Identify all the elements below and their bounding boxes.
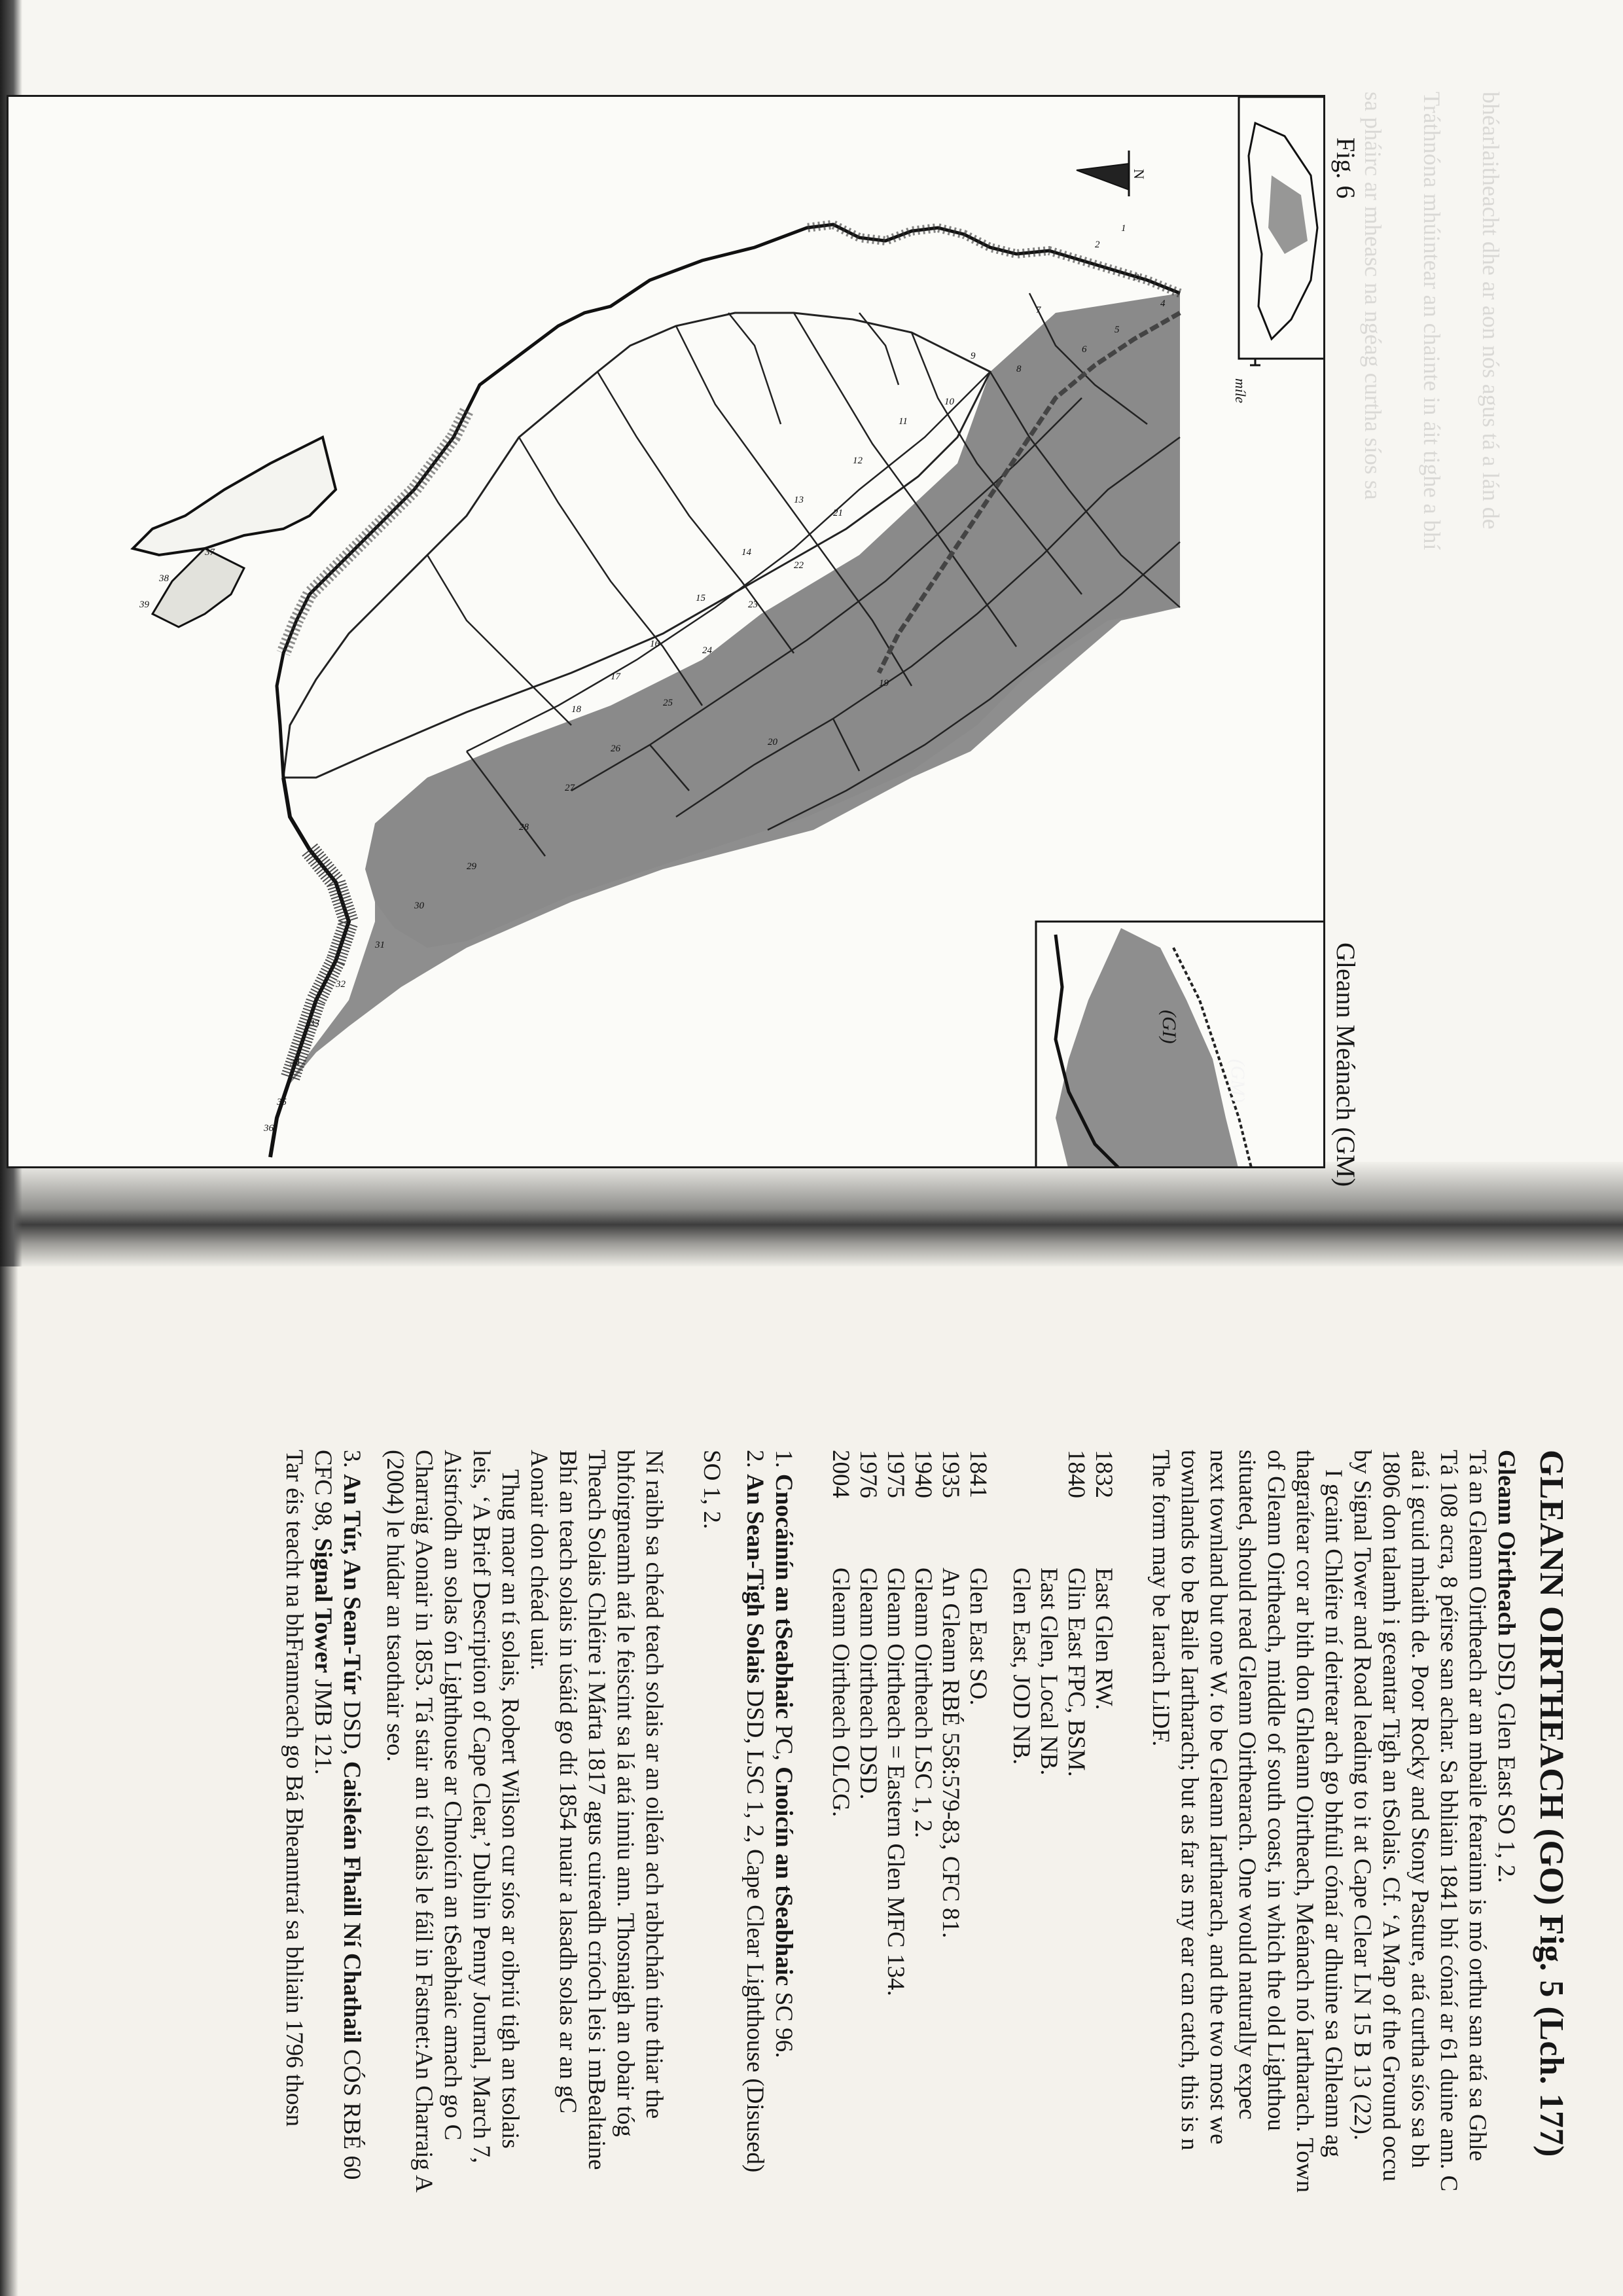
parcel-number: 19 xyxy=(879,678,889,689)
form-row xyxy=(964,1450,991,2294)
parcel-number: 29 xyxy=(467,861,476,872)
figure-label-wrap xyxy=(1330,137,1361,198)
parcel-number: 18 xyxy=(571,704,581,715)
form-row xyxy=(854,1450,882,2294)
parcel-number: 3 xyxy=(1134,272,1139,283)
item-number: 2. xyxy=(741,1450,768,1474)
item-name: Cnocáinín an tSeabhaic xyxy=(770,1474,797,1719)
text-line: Aonair don chéad uair. xyxy=(526,1450,552,1670)
parcel-number: 15 xyxy=(696,593,705,603)
parcel-number: 1 xyxy=(1121,223,1126,234)
north-arrow xyxy=(1077,151,1129,196)
inset-label-gm: (GM) xyxy=(1227,1059,1249,1103)
parcel-number: 7 xyxy=(1036,305,1041,315)
form-year: 1975 xyxy=(882,1450,909,1498)
figure-caption: Gleann Meánach (GM) xyxy=(1331,942,1361,1187)
north-label: N xyxy=(1131,169,1147,179)
text-line: next townland but one W. to be Gleann Iartharach, and the two most we xyxy=(1205,1450,1232,2145)
parcel-number: 6 xyxy=(1082,344,1087,355)
form-text: Glen East SO. xyxy=(965,1568,991,1706)
text-line: bhfoirgneamh atá le feiscint sa lá atá inniu ann. Thosnaigh an obair tóg xyxy=(612,1450,639,2137)
inset-label-gi: (GI) xyxy=(1158,1010,1180,1044)
item-2-continuation: SO 1, 2. xyxy=(698,1450,725,1530)
page-edge-shadow xyxy=(0,1266,18,2296)
map-figure xyxy=(7,95,1325,1168)
form-text: Gleann Oirtheach = Eastern Glen MFC 134. xyxy=(882,1568,909,1996)
item-2 xyxy=(740,1450,769,2294)
form-year: 1832 xyxy=(1090,1450,1117,1498)
parcel-number: 30 xyxy=(414,901,424,911)
parcel-number: 5 xyxy=(1115,325,1120,335)
figure-label: Fig. 6 xyxy=(1331,137,1361,199)
form-row xyxy=(1035,1450,1062,2294)
headland xyxy=(133,437,336,555)
headland xyxy=(152,548,244,627)
item-name: Signal Tower xyxy=(310,1537,336,1674)
text-line: atá i gcuid mhaith de. Poor Rocky and Stony Pasture, atá curtha síos sa bh xyxy=(1406,1450,1433,2168)
form-text: Gleann Oirtheach LSC 1, 2. xyxy=(910,1568,936,1839)
paragraph-4 xyxy=(380,1450,524,2294)
form-year: 1840 xyxy=(1063,1450,1090,1498)
parcel-number: 38 xyxy=(159,573,169,584)
text-line: Thug maor an tí solais, Robert Wilson cur síos ar oibriú tigh an tsolais xyxy=(497,1469,524,2149)
parcel-number: 24 xyxy=(702,645,712,656)
form-row xyxy=(1062,1450,1090,2294)
item-3 xyxy=(337,1450,366,2294)
item-name: Caisleán Fhaill Ní Chathail xyxy=(338,1761,365,2043)
inset-map-box xyxy=(1036,922,1325,1168)
parcel-number: 14 xyxy=(741,547,751,558)
parcel-number: 20 xyxy=(768,737,777,747)
parcel-number: 25 xyxy=(663,698,673,708)
text-line: Charraig Aonair in 1853. Tá stair an tí solais le fáil in Fastnet:An Charraig A xyxy=(410,1450,437,2193)
item-name: An Túr, An Sean-Túr xyxy=(338,1474,365,1695)
form-row xyxy=(936,1450,964,2294)
scale-label-wrap xyxy=(1232,378,1249,403)
text-line: of Gleann Oirtheach, middle of south coast, in which the old Lighthou xyxy=(1262,1450,1289,2131)
intro-name: Gleann Oirtheach xyxy=(1493,1450,1520,1636)
form-text: Glin East FPC, BSM. xyxy=(1063,1568,1090,1777)
parcel-number: 4 xyxy=(1160,298,1166,309)
form-row xyxy=(882,1450,909,2294)
parcel-number: 37 xyxy=(205,547,215,558)
item-3-continuation xyxy=(308,1450,337,2294)
form-text: East Glen, Local NB. xyxy=(1035,1568,1062,1776)
text-line: thagraítear cor ar bith don Ghleann Oirtheach, Meánach nó Iartharach. Town xyxy=(1291,1450,1318,2193)
last-line: Tar éis teacht na bhFranncach go Bá Bheanntraí sa bhliain 1796 thosn xyxy=(281,1450,308,2127)
form-row xyxy=(909,1450,936,2294)
parcel-number: 21 xyxy=(833,508,843,518)
text-line: 1806 don talamh i gceantar Tigh an tSolais. Cf. ‘A Map of the Ground occu xyxy=(1378,1450,1404,2182)
text-line: situated, should read Gleann Oirthearach. One would naturally expec xyxy=(1234,1450,1260,2120)
form-text: East Glen RW. xyxy=(1090,1568,1117,1710)
text-line: leis, ‘A Brief Description of Cape Clear,’ Dublin Penny Journal, March 7, xyxy=(468,1450,495,2164)
text-line: by Signal Tower and Road leading to it at Cape Clear LN 15 B 13 (22). xyxy=(1349,1450,1376,2141)
form-text: Gleann Oirtheach OLCG. xyxy=(827,1568,854,1818)
book-gutter xyxy=(0,1162,1623,1266)
text-line: Tá 108 acra, 8 péirse san achar. Sa bhliain 1841 bhí cónaí ar 61 duine ann. C xyxy=(1435,1450,1462,2192)
parcel-number: 9 xyxy=(971,351,976,361)
parcel-number: 11 xyxy=(899,416,908,427)
inset-label-gi-wrap xyxy=(1158,1010,1180,1044)
text-line: Theach Solais Chléire i Márta 1817 agus cuireadh críoch leis i mBealtaine xyxy=(583,1450,610,2170)
text-line: townlands to be Baile Iartharach; but as far as my ear can catch, this is n xyxy=(1176,1450,1203,2151)
parcel-number: 33 xyxy=(310,1018,319,1029)
text-line: I gcaint Chléire ní deirtear ach go bhfuil cónaí ar dhuine sa Ghleann ag xyxy=(1320,1469,1347,2158)
text-line: Tá an Gleann Oirtheach ar an mbaile fearainn is mó orthu san atá sa Ghle xyxy=(1464,1450,1491,2161)
parcel-number: 17 xyxy=(611,672,620,682)
parcel-number: 31 xyxy=(375,940,385,950)
parcel-number: 16 xyxy=(650,639,660,649)
item-text: SC 96. xyxy=(770,1986,797,2058)
figure-caption-wrap xyxy=(1330,942,1361,1187)
form-row xyxy=(1090,1450,1117,2294)
form-year: 1976 xyxy=(855,1450,882,1498)
parcel-number: 23 xyxy=(748,600,758,610)
item-number: 3. xyxy=(338,1450,365,1474)
form-year: 2004 xyxy=(827,1450,854,1498)
parcel-number: 2 xyxy=(1095,240,1100,250)
parcel-number: 36 xyxy=(264,1123,274,1134)
item-number: 1. xyxy=(770,1450,797,1474)
townland-map xyxy=(9,97,1325,1168)
paragraph-3 xyxy=(524,1450,668,2294)
parcel-number: 13 xyxy=(794,495,804,505)
paragraph-1 xyxy=(1347,1450,1491,2294)
form-year: 1940 xyxy=(910,1450,936,1498)
text-line: Bhí an teach solais in úsáid go dtí 1854 nuair a lasadh solas ar an gC xyxy=(554,1450,581,2114)
form-text: Glen East, JOD NB. xyxy=(1008,1568,1035,1765)
item-text: DSD, LSC 1, 2, Cape Clear Lighthouse (Disused) xyxy=(741,1683,768,2173)
form-year: 1935 xyxy=(937,1450,964,1498)
parcel-number: 28 xyxy=(519,822,529,833)
item-text: JMB 121. xyxy=(310,1673,336,1775)
parcel-number: 34 xyxy=(290,1058,300,1068)
parcel-number: 12 xyxy=(853,456,863,466)
form-year: 1841 xyxy=(965,1450,991,1498)
form-text: An Gleann RBÉ 558:579-83, CFC 81. xyxy=(937,1568,964,1939)
item-text: CFC 98, xyxy=(310,1450,336,1538)
item-text: PC, xyxy=(770,1719,797,1767)
form-row xyxy=(1007,1450,1035,2294)
historical-forms-list xyxy=(827,1450,1117,2294)
text-line: Aistríodh an solas ón Lighthouse ar Chnoicín an tSeabhaic amach go C xyxy=(439,1450,466,2141)
parcel-number: 10 xyxy=(944,397,954,407)
paragraph-2 xyxy=(1146,1450,1347,2294)
form-text: Gleann Oirtheach DSD. xyxy=(855,1568,882,1800)
parcel-number: 26 xyxy=(611,744,620,754)
item-text: CÓS RBÉ 60 xyxy=(338,2043,365,2180)
item-name: An Sean-Tigh Solais xyxy=(741,1474,768,1684)
scale-label: míle xyxy=(1232,378,1249,403)
item-name: Cnoicín an tSeabhaic xyxy=(770,1767,797,1986)
item-text: DSD, xyxy=(338,1695,365,1762)
parcel-number: 22 xyxy=(794,560,804,571)
form-row xyxy=(827,1450,854,2294)
item-1 xyxy=(769,1450,798,2294)
parcel-number: 35 xyxy=(277,1097,287,1107)
parcel-number: 27 xyxy=(565,783,575,793)
cliff-hatching xyxy=(807,224,1180,293)
inset-label-gm-wrap xyxy=(1226,1059,1249,1103)
text-line: The form may be Iarach LiDF. xyxy=(1147,1450,1174,1747)
intro-line xyxy=(1491,1450,1520,2294)
parcel-number: 32 xyxy=(336,979,346,990)
article xyxy=(279,1450,1571,2294)
locator-inset xyxy=(1239,97,1325,359)
intro-rest: DSD, Glen East SO 1, 2. xyxy=(1493,1636,1520,1883)
parcel-number: 8 xyxy=(1016,364,1022,374)
parcel-number: 39 xyxy=(139,600,149,610)
article-heading: GLEANN OIRTHEACH (GO) Fig. 5 (Lch. 177) xyxy=(1533,1450,1570,2157)
text-line: Ní raibh sa chéad teach solais ar an oileán ach rabhchán tine thiar the xyxy=(641,1450,668,2119)
north-label-wrap xyxy=(1130,169,1147,179)
text-line: (2004) le húdar an tsaothair seo. xyxy=(382,1450,408,1762)
